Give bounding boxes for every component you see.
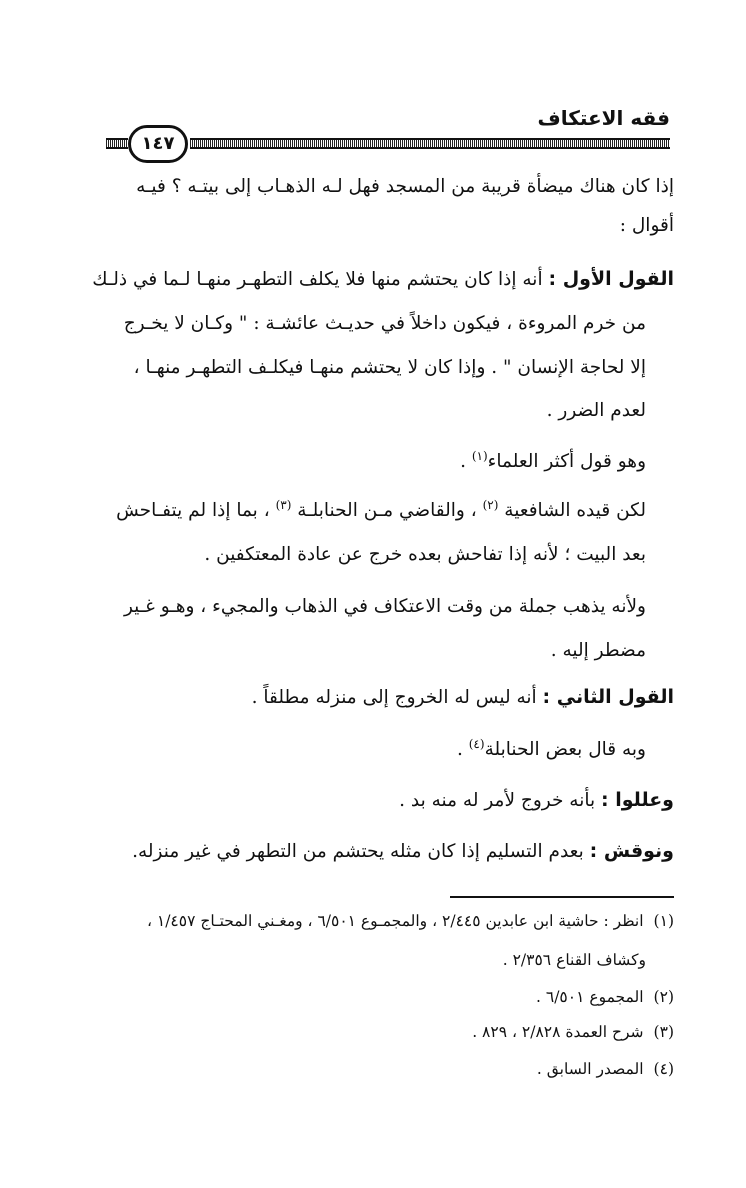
footnote-1-text: انظر : حاشية ابن عابدين ٢/٤٤٥ ، والمجمـوع ٦/٥٠١ ، ومغـني المحتـاج ١/٤٥٧ ، xyxy=(146,912,644,930)
body-line-13-end: . xyxy=(456,739,469,761)
opinion-2-label: القول الثاني : xyxy=(542,686,674,708)
opinion-1-text: أنه إذا كان يحتشم منها فلا يكلف التطهـر منهـا لـما في ذلـك xyxy=(92,269,549,290)
body-line-5: إلا لحاجة الإنسان " . وإذا كان لا يحتشم منهـا فيكلـف التطهـر منهـا ، xyxy=(133,357,646,378)
body-line-6: لعدم الضرر . xyxy=(546,400,646,421)
footnote-3-text: شرح العمدة ٢/٨٢٨ ، ٨٢٩ . xyxy=(472,1023,644,1041)
reasoning-label: وعللوا : xyxy=(601,789,674,811)
footnote-4-text: المصدر السابق . xyxy=(536,1060,644,1078)
opinion-2-text: أنه ليس له الخروج إلى منزله مطلقاً . xyxy=(251,687,543,708)
body-line-7 xyxy=(460,449,646,472)
footnote-separator xyxy=(450,896,674,898)
body-line-7-text: وهو قول أكثر العلماء xyxy=(487,451,646,473)
body-line-14 xyxy=(399,789,674,811)
footnote-2-text: المجموع ٦/٥٠١ . xyxy=(536,988,644,1006)
body-line-12 xyxy=(252,686,674,708)
page-number: ١٤٧ xyxy=(128,125,188,163)
footnote-1-continuation: وكشاف القناع ٢/٣٥٦ . xyxy=(502,951,646,969)
reasoning-text: بأنه خروج لأمر له منه بد . xyxy=(399,790,602,811)
footnote-3 xyxy=(472,1023,674,1041)
header-rule xyxy=(190,138,670,149)
footnote-3-number: (٣) xyxy=(653,1023,674,1041)
footnote-2-number: (٢) xyxy=(653,988,674,1006)
body-line-11: مضطر إليه . xyxy=(550,640,646,661)
objection-label: ونوقش : xyxy=(589,840,674,862)
footnote-ref-1[interactable]: (١) xyxy=(471,449,488,463)
objection-text: بعدم التسليم إذا كان مثله يحتشم من التطهر في غير منزله. xyxy=(132,841,590,862)
body-line-13 xyxy=(457,737,646,760)
body-line-3 xyxy=(92,268,674,290)
body-line-7-end: . xyxy=(460,451,472,473)
opinion-1-label: القول الأول : xyxy=(548,268,674,290)
running-title: فقه الاعتكاف xyxy=(537,106,670,130)
body-line-8b: ، والقاضي مـن الحنابلـة xyxy=(291,500,483,522)
footnote-1 xyxy=(147,912,674,930)
footnote-ref-3[interactable]: (٣) xyxy=(275,498,292,512)
body-line-2: أقوال : xyxy=(619,215,674,236)
body-line-8c: ، بما إذا لم يتفـاحش xyxy=(116,500,276,522)
footnote-ref-4[interactable]: (٤) xyxy=(468,737,485,751)
body-line-8a: لكن قيده الشافعية xyxy=(498,500,646,522)
body-line-9: بعد البيت ؛ لأنه إذا تفاحش بعده خرج عن عادة المعتكفين . xyxy=(204,544,646,565)
body-line-4: من خرم المروءة ، فيكون داخلاً في حديـث عائشـة : " وكـان لا يخـرج xyxy=(123,313,646,334)
footnote-ref-2[interactable]: (٢) xyxy=(482,498,499,512)
footnote-4-number: (٤) xyxy=(653,1060,674,1078)
body-line-1: إذا كان هناك ميضأة قريبة من المسجد فهل لـه الذهـاب إلى بيتـه ؟ فيـه xyxy=(136,176,674,197)
body-line-15 xyxy=(132,840,674,862)
footnote-2 xyxy=(536,988,674,1006)
footnote-4 xyxy=(537,1060,674,1078)
header-rule-left xyxy=(106,138,128,149)
body-line-13-text: وبه قال بعض الحنابلة xyxy=(484,739,646,761)
footnote-1-number: (١) xyxy=(653,912,674,930)
body-line-10: ولأنه يذهب جملة من وقت الاعتكاف في الذهاب والمجيء ، وهـو غـير xyxy=(123,596,646,617)
body-line-8 xyxy=(116,498,646,521)
